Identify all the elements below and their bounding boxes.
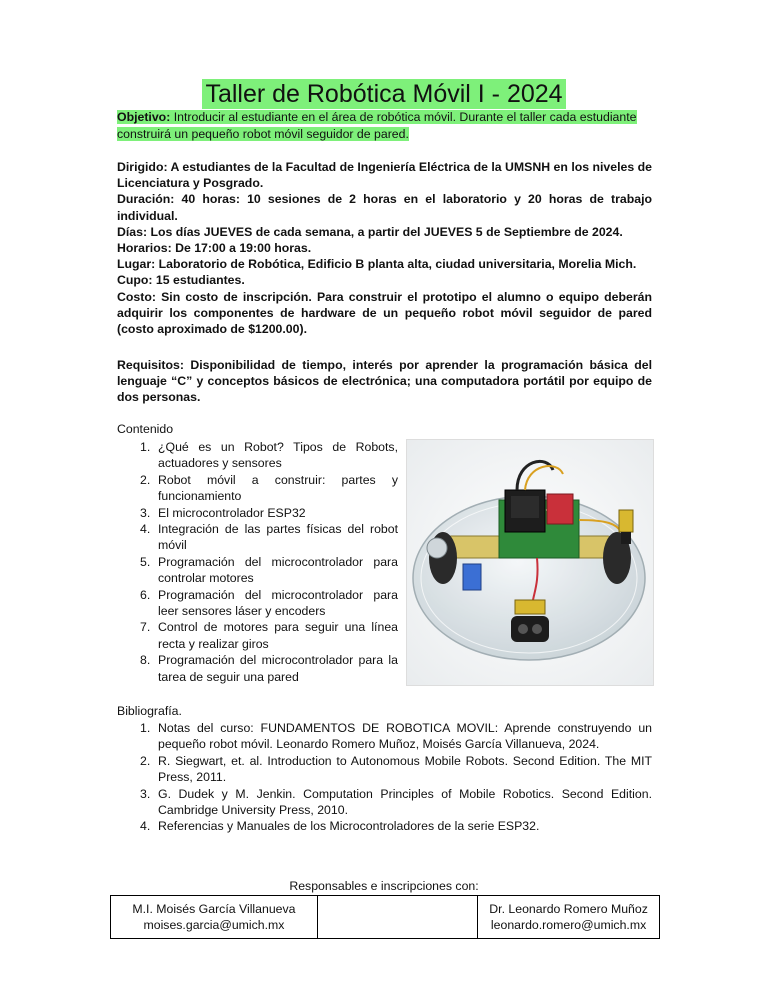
details-block: [117, 159, 652, 337]
list-item: 4. Referencias y Manuales de los Microcontroladores de la serie ESP32.: [140, 819, 540, 834]
list-item: 3. G. Dudek y M. Jenkin. Computation Principles of Mobile Robotics. Second Edition. Cambridge University Press, 2010.: [140, 786, 652, 818]
list-item: 2. R. Siegwart, et. al. Introduction to Autonomous Mobile Robots. Second Edition. The MIT Press, 2011.: [140, 753, 652, 785]
list-item: 8. Programación del microcontrolador para la tarea de seguir una pared: [140, 653, 398, 684]
right-contact-name: Dr. Leonardo Romero Muñoz: [489, 902, 648, 916]
list-item: 2. Robot móvil a construir: partes y funcionamiento: [140, 472, 398, 504]
responsables-table: [110, 895, 660, 939]
bibliografia-list: [140, 720, 652, 835]
list-item: 1. ¿Qué es un Robot? Tipos de Robots, actuadores y sensores: [140, 440, 398, 471]
horarios-line: Horarios: De 17:00 a 19:00 horas.: [117, 241, 312, 256]
duracion-line: Duración: 40 horas: 10 sesiones de 2 horas en el laboratorio y 20 horas de trabajo individual.: [117, 192, 652, 223]
list-item: 1. Notas del curso: FUNDAMENTOS DE ROBOTICA MOVIL: Aprende construyendo un pequeño robot móvil. Leonardo Romero Muñoz, Moisés García Villanueva, 2024.: [140, 721, 652, 752]
objective-paragraph: [117, 109, 650, 143]
list-item: 4. Integración de las partes físicas del robot móvil: [140, 522, 398, 553]
right-contact-cell: [478, 896, 660, 939]
list-item: 3. El microcontrolador ESP32: [140, 505, 306, 520]
left-contact-name: M.I. Moisés García Villanueva: [132, 902, 296, 916]
responsables-label: Responsables e inscripciones con:: [289, 879, 479, 893]
requisitos-line: Requisitos: Disponibilidad de tiempo, interés por aprender la programación básica del lenguaje “C” y conceptos básicos de electrónica; una computadora portátil por equipo de dos personas.: [117, 358, 652, 405]
page-title: Taller de Robótica Móvil I - 2024: [202, 79, 565, 109]
objective-label: Objetivo:: [117, 110, 171, 124]
left-contact-email[interactable]: moises.garcia@umich.mx: [143, 918, 285, 932]
list-item: 6. Programación del microcontrolador para leer sensores láser y encoders: [140, 587, 398, 619]
lugar-line: Lugar: Laboratorio de Robótica, Edificio B planta alta, ciudad universitaria, Morelia Mich.: [117, 257, 637, 272]
empty-cell: [317, 896, 477, 939]
list-item: 5. Programación del microcontrolador para controlar motores: [140, 554, 398, 586]
left-contact-cell: [111, 896, 318, 939]
bibliografia-heading: Bibliografía.: [117, 704, 182, 718]
costo-line: Costo: Sin costo de inscripción. Para construir el prototipo el alumno o equipo deberán adquirir los componentes de hardware de un pequeño robot móvil seguidor de pared (costo aproximado de $1200.00).: [117, 289, 652, 337]
dirigido-line: Dirigido: A estudiantes de la Facultad de Ingeniería Eléctrica de la UMSNH en los niveles de Licenciatura y Posgrado.: [117, 160, 652, 191]
right-contact-email[interactable]: leonardo.romero@umich.mx: [490, 918, 647, 932]
dias-line: Días: Los días JUEVES de cada semana, a partir del JUEVES 5 de Septiembre de 2024.: [117, 224, 623, 239]
title-container: [0, 79, 768, 109]
requisitos-block: [117, 357, 652, 406]
cupo-line: Cupo: 15 estudiantes.: [117, 273, 245, 288]
contenido-heading: Contenido: [117, 422, 174, 436]
list-item: 7. Control de motores para seguir una línea recta y realizar giros: [140, 620, 398, 651]
robot-photo: [406, 439, 654, 686]
contenido-list: [140, 439, 398, 685]
objective-text: Introducir al estudiante en el área de robótica móvil. Durante el taller cada estudiante construirá un pequeño robot móvil seguidor de pared.: [117, 110, 637, 141]
